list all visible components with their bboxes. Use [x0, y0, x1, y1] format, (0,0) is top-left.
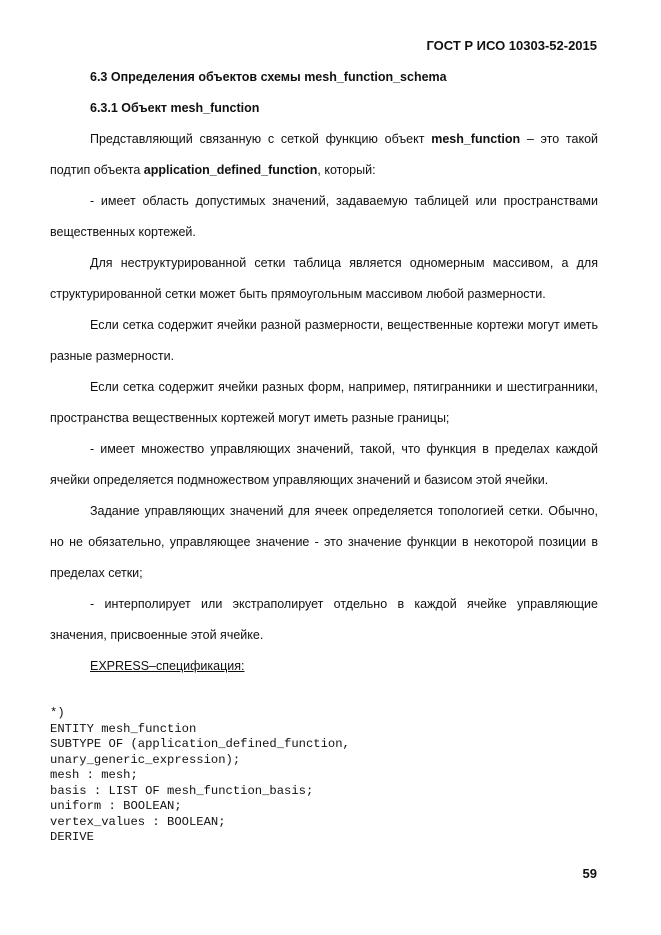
bullet-control-values: - имеет множество управляющих значений, такой, что функция в пределах каждой ячейки определяется подмножеством управляющих значений и базисом этой ячейки.: [50, 442, 598, 487]
code-line: uniform : BOOLEAN;: [50, 799, 182, 813]
entity-name: mesh_function: [431, 132, 521, 146]
express-code-block: [50, 706, 350, 846]
document-body: [50, 62, 598, 682]
bullet-interpolates: - интерполирует или экстраполирует отдельно в каждой ячейке управляющие значения, присвоенные этой ячейке.: [50, 597, 598, 642]
paragraph-intro: Представляющий связанную с сеткой функцию объект mesh_function – это такой подтип объекта application_defined_function, который:: [50, 132, 599, 177]
code-line: DERIVE: [50, 830, 94, 844]
subsection-title: 6.3.1 Объект mesh_function: [90, 101, 260, 115]
express-label: EXPRESS–спецификация:: [90, 659, 245, 673]
code-line: unary_generic_expression);: [50, 752, 241, 767]
code-line: *): [50, 706, 65, 720]
code-line: basis : LIST OF mesh_function_basis;: [50, 783, 314, 798]
code-line: vertex_values : BOOLEAN;: [50, 814, 226, 829]
paragraph-unstructured: Для неструктурированной сетки таблица является одномерным массивом, а для структурированной сетки может быть прямоугольным массивом любой размерности.: [50, 256, 598, 301]
paragraph-shapes: Если сетка содержит ячейки разных форм, например, пятигранники и шестигранники, пространства вещественных кортежей могут иметь разные границы;: [50, 380, 598, 425]
paragraph-topology: Задание управляющих значений для ячеек определяется топологией сетки. Обычно, но не обязательно, управляющее значение - это значение функции в некоторой позиции в пределах сетки;: [50, 504, 598, 580]
bullet-domain: - имеет область допустимых значений, задаваемую таблицей или пространствами вещественных кортежей.: [50, 194, 598, 239]
supertype-name: application_defined_function: [143, 163, 318, 177]
paragraph-dimension: Если сетка содержит ячейки разной размерности, вещественные кортежи могут иметь разные размерности.: [50, 318, 598, 363]
code-line: mesh : mesh;: [50, 768, 138, 782]
document-header: ГОСТ Р ИСО 10303-52-2015: [426, 38, 597, 53]
section-title: 6.3 Определения объектов схемы mesh_function_schema: [90, 70, 447, 84]
code-line: SUBTYPE OF (application_defined_function,: [50, 737, 350, 751]
page-number: 59: [582, 866, 597, 881]
code-line: ENTITY mesh_function: [50, 721, 197, 736]
